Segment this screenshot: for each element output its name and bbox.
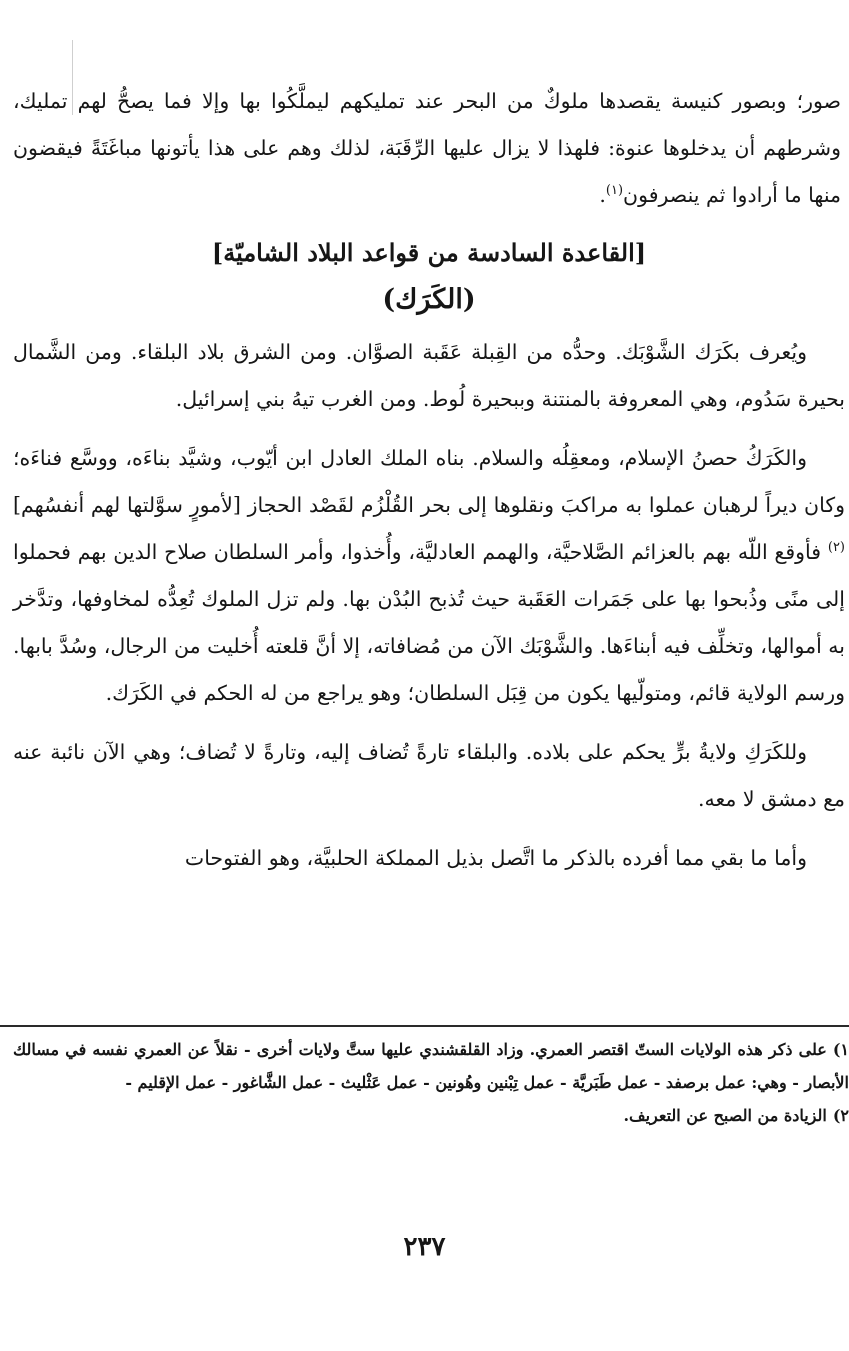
paragraph-history-text-1: والكَرَكُ حصنُ الإسلام، ومعقِلُه والسلام. بناه الملك العادل ابن أيّوب، وشيَّد بناءَه، ووسَّع فناءَه؛ وكان ديراً لرهبان عملوا به مراكبَ ونقلوها إلى بحر القُلْزُم لقَصْد الحجاز [لأمورٍ سوَّلتها لهم أنفسُهم] [13, 446, 845, 517]
footnote-2-number: ٢) [832, 1106, 849, 1125]
section-heading: [القاعدة السادسة من قواعد البلاد الشاميّة] [211, 238, 647, 267]
page-number: ٢٣٧ [403, 1232, 446, 1262]
footnote-2 [13, 1099, 849, 1132]
footnote-reference-2: (٢) [827, 540, 845, 556]
paragraph-boundaries: ويُعرف بكَرَك الشَّوْبَك. وحدُّه من القِبلة عَقَبة الصوَّان. ومن الشرق بلاد البلقاء. ومن الشَّمال بحيرة سَدُوم، وهي المعروفة بالمنتنة وببحيرة لُوط. ومن الغرب تيهُ بني إسرائيل. [13, 340, 845, 411]
footnote-divider [0, 1025, 849, 1027]
opening-paragraph-text: صور؛ وبصور كنيسة يقصدها ملوكٌ من البحر عند تمليكهم ليملَّكُوا بها وإلا فما يصحُّ لهم تمليك، وشرطهم أن يدخلوها عنوة: فلهذا لا يزال عليها الرِّقَبَة، لذلك وهم على هذا يأتونها مباغَتَةً فيقضون منها ما أرادوا ثم ينصرفون [13, 89, 841, 207]
paragraph-province: وللكَرَكِ ولايةُ برٍّ يحكم على بلاده. والبلقاء تارةً تُضاف إليه، وتارةً لا تُضاف؛ وهي الآن نائبة عنه مع دمشق لا معه. [13, 740, 845, 811]
section-subheading: (الكَرَك) [382, 284, 476, 315]
paragraph-continuation: وأما ما بقي مما أفرده بالذكر ما اتَّصل بذيل المملكة الحلبيَّة، وهو الفتوحات [184, 846, 807, 870]
paragraph-history [9, 435, 849, 717]
footnote-1-text: على ذكر هذه الولايات الستّ اقتصر العمري. وزاد القلقشندي عليها ستَّ ولايات أخرى - نقلاً عن العمري نفسه في مسالك الأبصار - وهي: عمل برصفد - عمل طَبَريَّة - عمل تِبْنين وهُونين - عمل عَثْليث - عمل الشَّاغور - عمل الإقليم - [13, 1040, 849, 1092]
footnote-reference-1: (١) [605, 183, 624, 199]
footnote-2-text: الزيادة من الصبح عن التعريف. [623, 1106, 827, 1125]
footnote-1 [13, 1033, 849, 1099]
opening-paragraph [9, 78, 849, 219]
main-text [9, 78, 849, 882]
paragraph-history-text-2: فأوقع اللّه بهم بالعزائم الصَّلاحيَّة، والهمم العادليَّة، وأُخذوا، وأمر السلطان صلاح الدين بهم فحملوا إلى منًى وذُبحوا بها على جَمَرات العَقَبة حيث تُذبح البُدْن بها. ولم تزل الملوك تُعِدُّه لمخاوفها، وتدَّخر به أموالها، وتخلِّف فيه أبناءَها. والشَّوْبَك الآن من مُضافاته، إلا أنَّ قلعته أُخليت من الرجال، وسُدَّ بابها. ورسم الولاية قائم، ومتولّيها يكون من قِبَل السلطان؛ وهو يراجع من له الحكم في الكَرَك. [13, 540, 845, 705]
footnotes [13, 1033, 849, 1132]
footnote-1-number: ١) [832, 1040, 849, 1059]
opening-paragraph-end: . [599, 183, 606, 207]
